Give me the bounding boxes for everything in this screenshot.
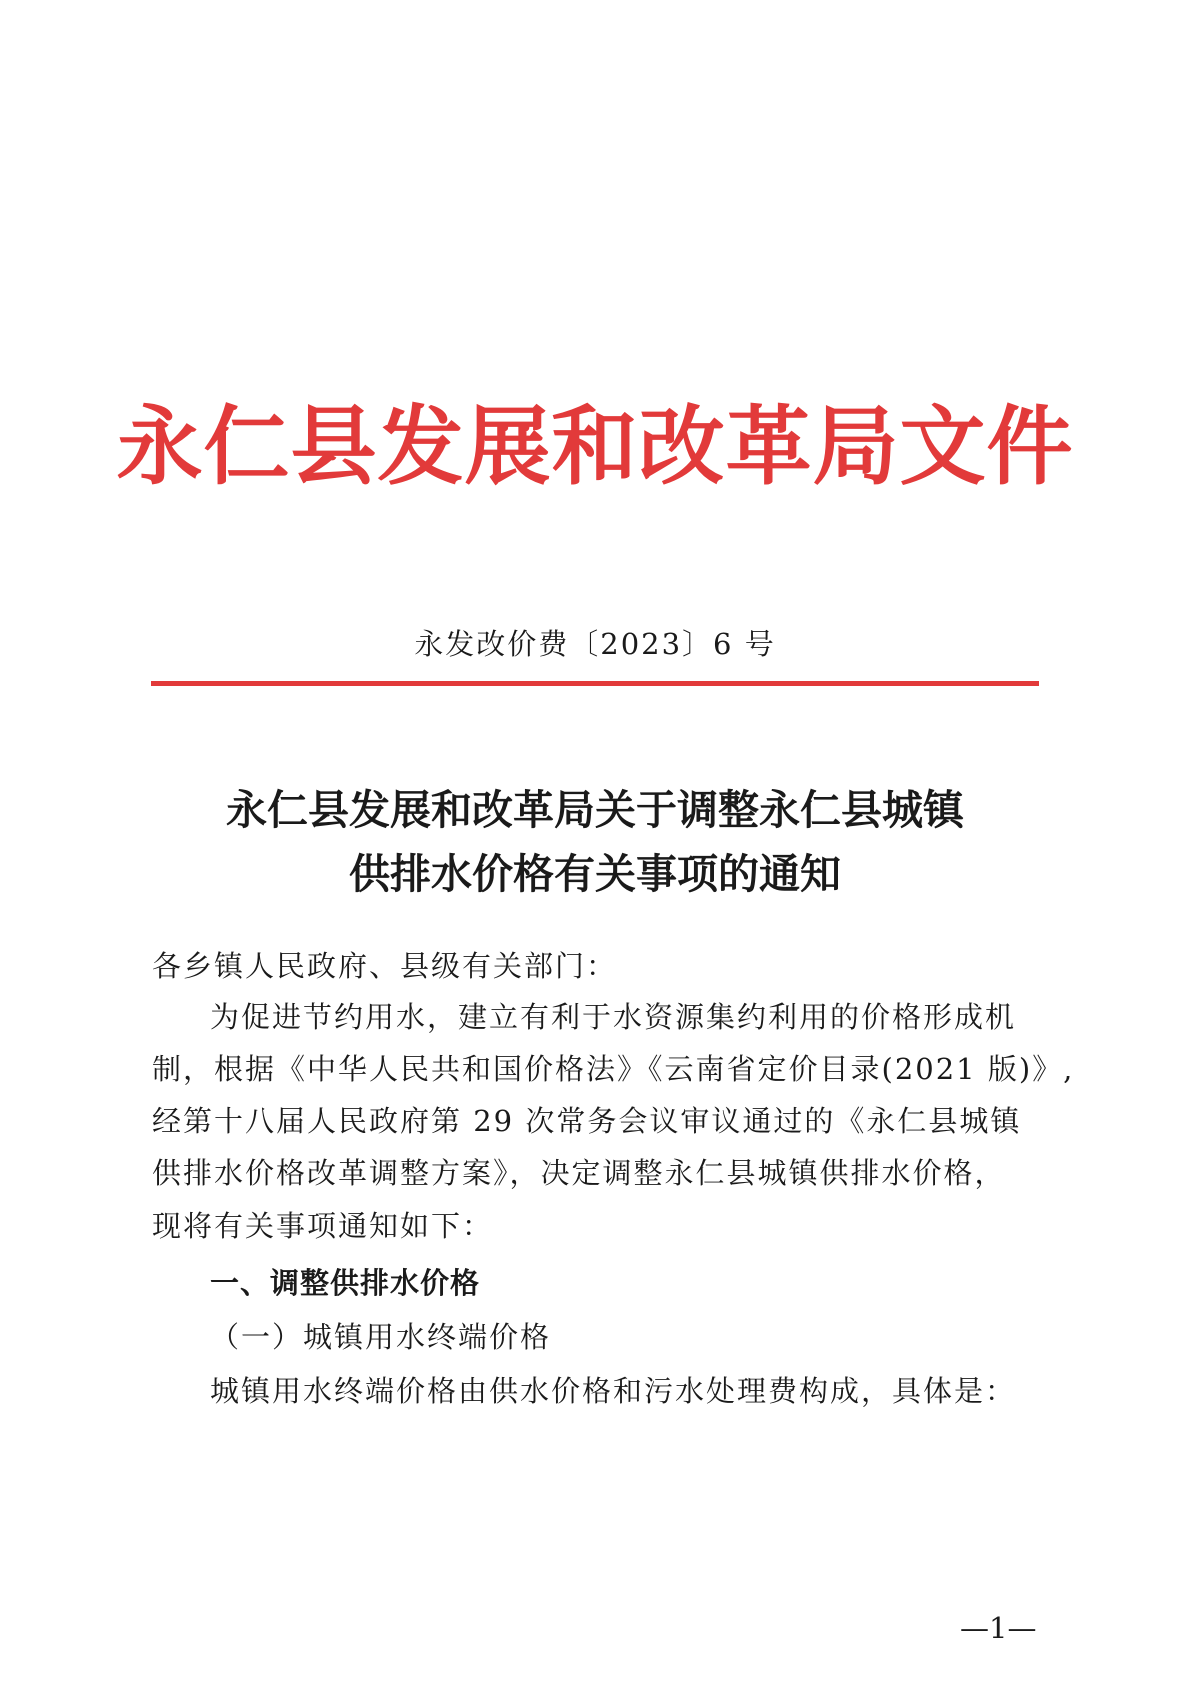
- notice-title: [0, 778, 1190, 906]
- paragraph-1-line-4: 供排水价格改革调整方案》，决定调整永仁县城镇供排水价格，: [152, 1156, 1006, 1190]
- notice-title-line-1: 永仁县发展和改革局关于调整永仁县城镇: [226, 786, 964, 834]
- paragraph-1-line-2: 制，根据《中华人民共和国价格法》《云南省定价目录(2021 版)》,: [152, 1052, 1075, 1086]
- paragraph-1-line-1: 为促进节约用水，建立有利于水资源集约利用的价格形成机: [210, 1000, 1017, 1034]
- salutation: 各乡镇人民政府、县级有关部门：: [152, 949, 618, 983]
- notice-title-line-2: 供排水价格有关事项的通知: [349, 850, 841, 898]
- subsection-heading-1: （一）城镇用水终端价格: [210, 1320, 552, 1354]
- paragraph-2: 城镇用水终端价格由供水价格和污水处理费构成，具体是：: [210, 1374, 1017, 1408]
- document-number: 永发改价费〔2023〕6 号: [414, 627, 776, 661]
- page-number: —1—: [960, 1611, 1037, 1645]
- paragraph-1-line-5: 现将有关事项通知如下：: [152, 1209, 494, 1243]
- document-org-title: 永仁县发展和改革局文件: [116, 396, 1074, 497]
- section-heading-1: 一、调整供排水价格: [210, 1266, 481, 1300]
- red-separator-line: [151, 681, 1039, 686]
- paragraph-1-line-3: 经第十八届人民政府第 29 次常务会议审议通过的《永仁县城镇: [152, 1104, 1022, 1138]
